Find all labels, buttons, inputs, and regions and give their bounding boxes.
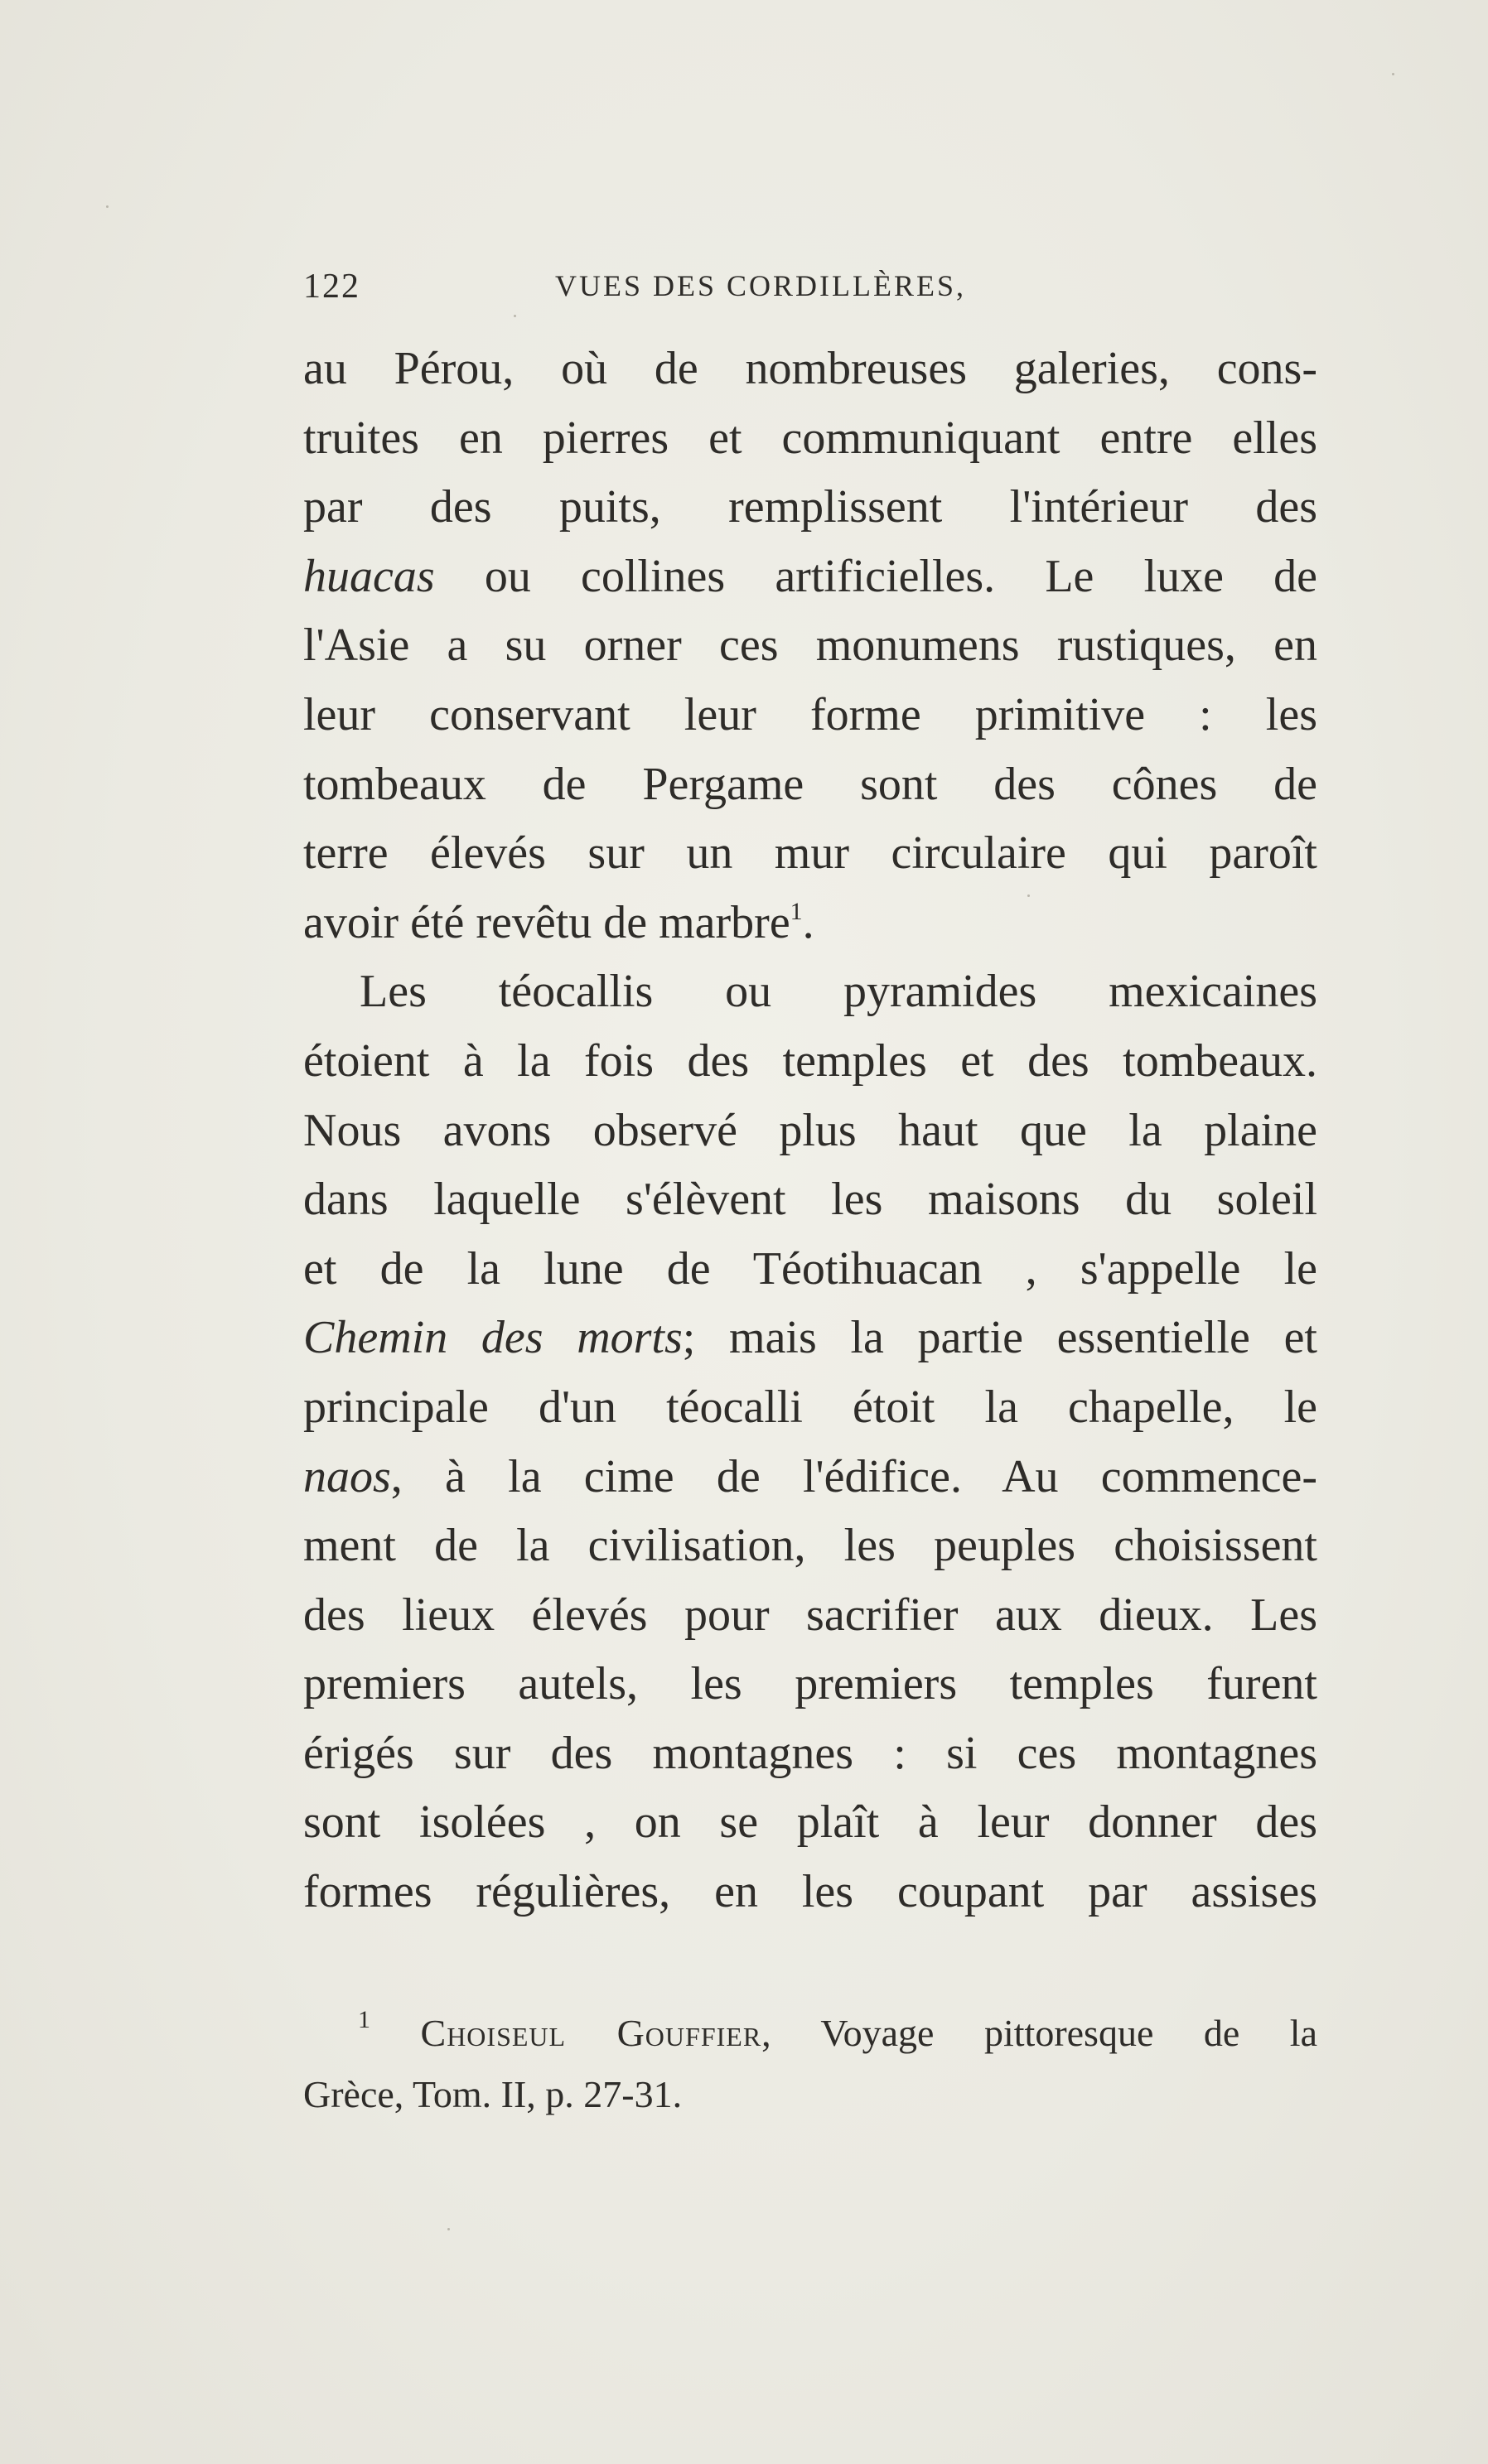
footnote-ref: 1: [790, 897, 803, 925]
text-line: Les téocallis ou pyramides mexicaines: [360, 966, 1317, 1018]
page-header: [303, 267, 1331, 316]
text-line: premiers autels, les premiers temples furent: [303, 1658, 1317, 1710]
text-line: truites en pierres et communiquant entre elles: [303, 412, 1317, 464]
italic-term: naos: [303, 1450, 391, 1502]
paper-speck: [1027, 894, 1030, 897]
text-line: leur conservant leur forme primitive : les: [303, 688, 1317, 740]
footnote-title: , Voyage pittoresque de la: [761, 2012, 1318, 2054]
paper-speck: [514, 315, 516, 317]
text-line: ment de la civilisation, les peuples choisissent: [303, 1520, 1317, 1572]
text-line: formes régulières, en les coupant par assises: [303, 1866, 1317, 1918]
footnote-author: Choiseul Gouffier: [420, 2012, 762, 2054]
line-rest: ; mais la partie essentielle et: [682, 1312, 1317, 1364]
paper-speck: [106, 205, 109, 208]
text-line: principale d'un téocalli étoit la chapelle, le: [303, 1381, 1317, 1433]
italic-term: Chemin des morts: [303, 1312, 683, 1364]
text-line: Nous avons observé plus haut que la plaine: [303, 1104, 1317, 1156]
footnote: [303, 2003, 1317, 2125]
text-line: dans laquelle s'élèvent les maisons du soleil: [303, 1174, 1317, 1226]
text-line: [303, 889, 1317, 958]
text-line: sont isolées , on se plaît à leur donner des: [303, 1796, 1317, 1849]
line-punct: .: [802, 896, 814, 948]
footnote-marker: 1: [358, 2006, 370, 2033]
line-rest: , à la cime de l'édifice. Au commence-: [390, 1450, 1317, 1502]
text-line: par des puits, remplissent l'intérieur des: [303, 481, 1317, 533]
paper-speck: [1392, 73, 1394, 75]
text-line: [303, 542, 1317, 612]
text-line: et de la lune de Téotihuacan , s'appelle le: [303, 1242, 1317, 1295]
italic-term: huacas: [303, 550, 435, 602]
line-text: avoir été revêtu de marbre: [303, 896, 790, 948]
footnote-line: [303, 2003, 1317, 2064]
running-head: VUES DES CORDILLÈRES,: [555, 269, 967, 302]
line-rest: ou collines artificielles. Le luxe de: [434, 550, 1317, 602]
page-number: 122: [303, 268, 360, 306]
text-line: [303, 1304, 1317, 1373]
text-line: terre élevés sur un mur circulaire qui paroît: [303, 827, 1317, 880]
text-line: tombeaux de Pergame sont des cônes de: [303, 758, 1317, 810]
text-line: l'Asie a su orner ces monumens rustiques, en: [303, 620, 1317, 672]
body-text: [303, 335, 1317, 1927]
text-line: [303, 1443, 1317, 1512]
text-line: érigés sur des montagnes : si ces montagnes: [303, 1727, 1317, 1779]
paper-speck: [447, 2228, 450, 2230]
text-line: au Pérou, où de nombreuses galeries, cons-: [303, 343, 1317, 394]
text-line: des lieux élevés pour sacrifier aux dieux. Les: [303, 1589, 1317, 1641]
footnote-line: Grèce, Tom. II, p. 27-31.: [303, 2073, 683, 2115]
text-line: étoient à la fois des temples et des tombeaux.: [303, 1034, 1317, 1087]
